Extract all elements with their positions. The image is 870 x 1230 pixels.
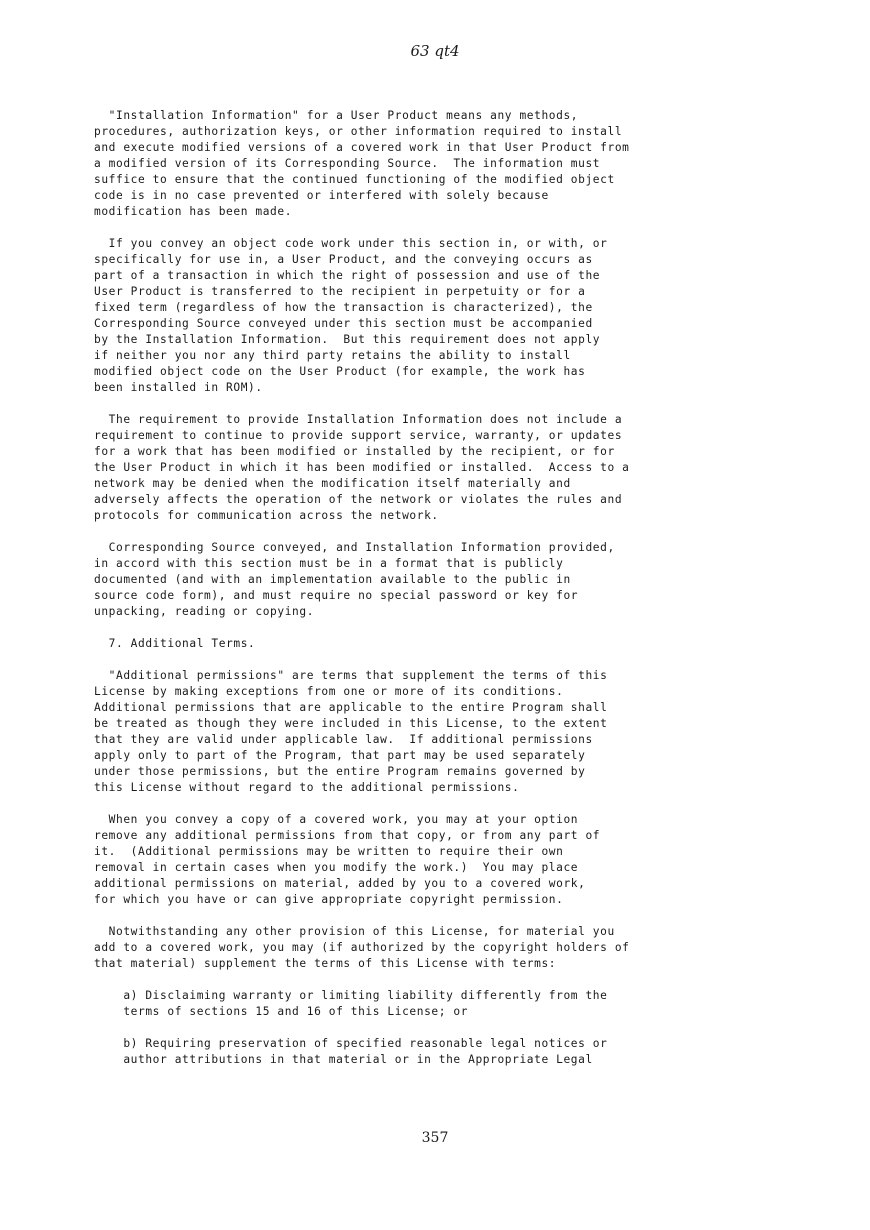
text-line: adversely affects the operation of the network or violates the rules and: [94, 493, 623, 506]
text-line: under those permissions, but the entire Program remains governed by: [94, 765, 586, 778]
paragraph-installation-information: [94, 108, 784, 220]
text-line: protocols for communication across the network.: [94, 509, 439, 522]
text-line: suffice to ensure that the continued functioning of the modified object: [94, 173, 615, 186]
text-line: Notwithstanding any other provision of this License, for material you: [94, 925, 615, 938]
license-text-body: [94, 108, 784, 1084]
text-line: in accord with this section must be in a format that is publicly: [94, 557, 564, 570]
paragraph-notwithstanding: [94, 924, 784, 972]
text-line: remove any additional permissions from that copy, or from any part of: [94, 829, 601, 842]
text-line: add to a covered work, you may (if authorized by the copyright holders of: [94, 941, 630, 954]
text-line: "Installation Information" for a User Product means any methods,: [94, 109, 579, 122]
paragraph-remove-permissions: [94, 812, 784, 908]
text-line: part of a transaction in which the right of possession and use of the: [94, 269, 601, 282]
text-line: been installed in ROM).: [94, 381, 263, 394]
text-line: Corresponding Source conveyed under this section must be accompanied: [94, 317, 593, 330]
text-line: When you convey a copy of a covered work, you may at your option: [94, 813, 579, 826]
paragraph-format-requirement: [94, 540, 784, 620]
text-line: documented (and with an implementation available to the public in: [94, 573, 571, 586]
text-line: author attributions in that material or in the Appropriate Legal: [94, 1053, 593, 1066]
text-line: procedures, authorization keys, or other information required to install: [94, 125, 623, 138]
text-line: a modified version of its Corresponding Source. The information must: [94, 157, 601, 170]
section-heading-additional-terms: [94, 636, 784, 652]
text-line: be treated as though they were included in this License, to the extent: [94, 717, 608, 730]
list-item-b: [94, 1036, 784, 1068]
text-line: Additional permissions that are applicable to the entire Program shall: [94, 701, 608, 714]
text-line: this License without regard to the additional permissions.: [94, 781, 520, 794]
paragraph-additional-permissions: [94, 668, 784, 796]
text-line: the User Product in which it has been modified or installed. Access to a: [94, 461, 630, 474]
paragraph-user-product-conveying: [94, 236, 784, 396]
text-line: that they are valid under applicable law. If additional permissions: [94, 733, 593, 746]
page-number: 357: [421, 1130, 449, 1146]
section-heading: 7. Additional Terms.: [94, 637, 256, 650]
text-line: b) Requiring preservation of specified reasonable legal notices or: [94, 1037, 608, 1050]
text-line: additional permissions on material, added by you to a covered work,: [94, 877, 586, 890]
text-line: source code form), and must require no special password or key for: [94, 589, 579, 602]
text-line: by the Installation Information. But this requirement does not apply: [94, 333, 601, 346]
text-line: that material) supplement the terms of this License with terms:: [94, 957, 557, 970]
text-line: modified object code on the User Product (for example, the work has: [94, 365, 586, 378]
text-line: network may be denied when the modification itself materially and: [94, 477, 571, 490]
paragraph-support-requirement: [94, 412, 784, 524]
text-line: User Product is transferred to the recipient in perpetuity or for a: [94, 285, 586, 298]
text-line: removal in certain cases when you modify the work.) You may place: [94, 861, 579, 874]
running-title: 63 qt4: [410, 42, 460, 60]
text-line: requirement to continue to provide support service, warranty, or updates: [94, 429, 623, 442]
text-line: modification has been made.: [94, 205, 293, 218]
text-line: apply only to part of the Program, that part may be used separately: [94, 749, 586, 762]
text-line: The requirement to provide Installation Information does not include a: [94, 413, 623, 426]
text-line: unpacking, reading or copying.: [94, 605, 315, 618]
text-line: for which you have or can give appropriate copyright permission.: [94, 893, 564, 906]
text-line: a) Disclaiming warranty or limiting liability differently from the: [94, 989, 608, 1002]
text-line: and execute modified versions of a covered work in that User Product from: [94, 141, 630, 154]
text-line: if neither you nor any third party retains the ability to install: [94, 349, 571, 362]
text-line: If you convey an object code work under this section in, or with, or: [94, 237, 608, 250]
text-line: terms of sections 15 and 16 of this License; or: [94, 1005, 469, 1018]
text-line: specifically for use in, a User Product, and the conveying occurs as: [94, 253, 593, 266]
list-item-a: [94, 988, 784, 1020]
text-line: code is in no case prevented or interfered with solely because: [94, 189, 549, 202]
text-line: Corresponding Source conveyed, and Installation Information provided,: [94, 541, 615, 554]
text-line: it. (Additional permissions may be written to require their own: [94, 845, 564, 858]
text-line: fixed term (regardless of how the transaction is characterized), the: [94, 301, 593, 314]
text-line: "Additional permissions" are terms that supplement the terms of this: [94, 669, 608, 682]
text-line: License by making exceptions from one or more of its conditions.: [94, 685, 564, 698]
text-line: for a work that has been modified or installed by the recipient, or for: [94, 445, 615, 458]
